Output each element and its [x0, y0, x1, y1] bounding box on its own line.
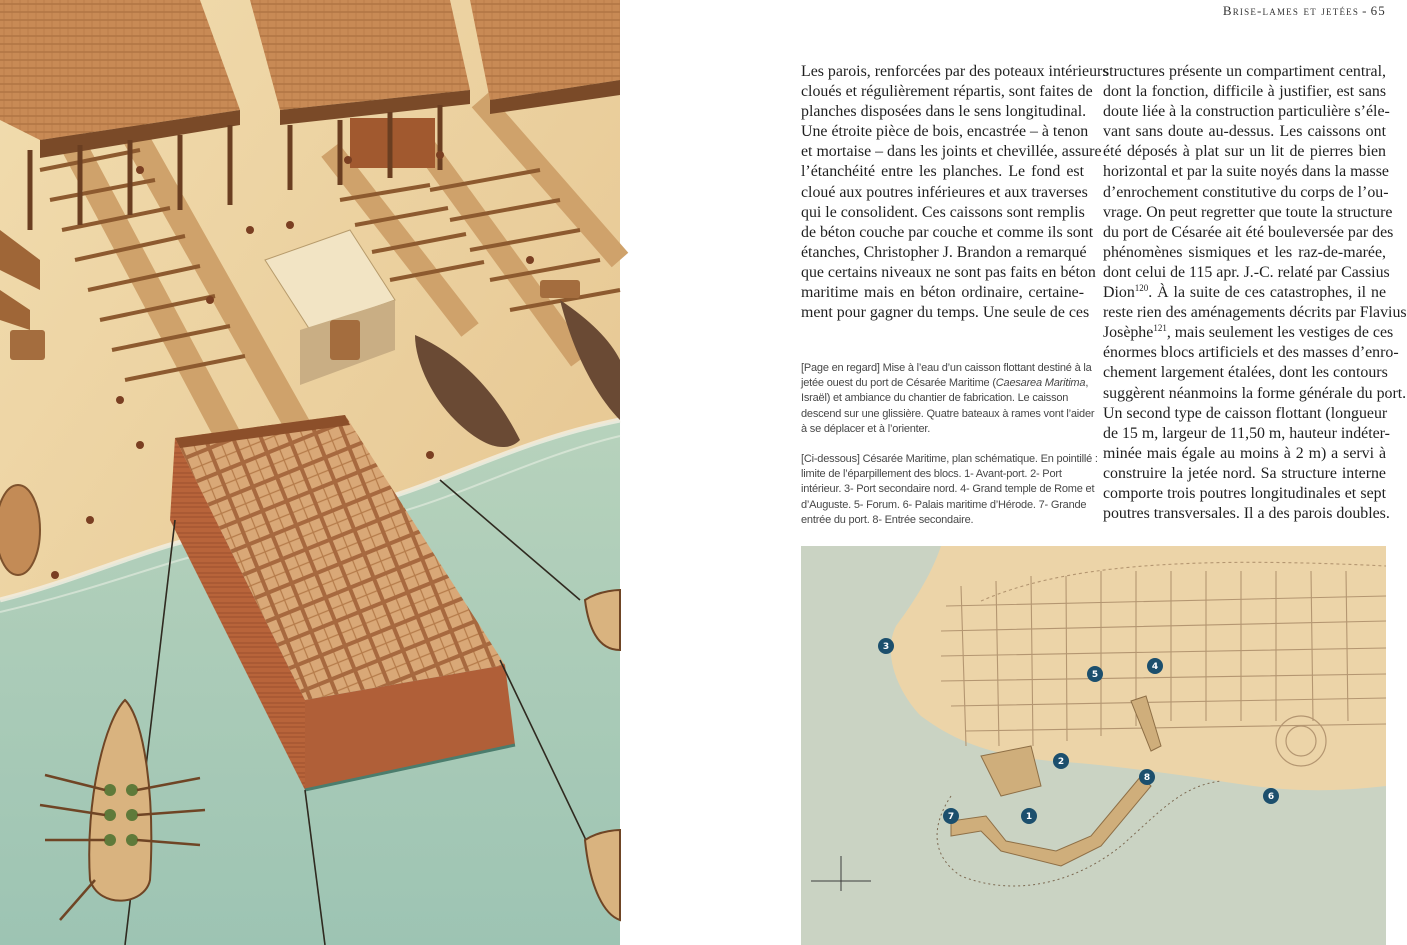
marker-8[interactable] [1139, 769, 1155, 785]
caption-line [801, 376, 1089, 391]
body-line: cloués et régulièrement répartis, sont faites de [801, 83, 1093, 101]
body-line: ment pour gagner du temps. Une seule de ces [801, 304, 1090, 322]
caption-facing-page [801, 361, 1095, 437]
marker-1[interactable] [1021, 808, 1037, 824]
footnote-ref-120[interactable]: 120 [1134, 283, 1149, 294]
body-line: suggèrent néanmoins la forme générale du port. [1103, 384, 1407, 402]
marker-6[interactable] [1263, 788, 1279, 804]
body-line: dont la fonction, difficile à justifier, est sans [1103, 83, 1386, 101]
svg-text:3: 3 [882, 642, 890, 652]
body-line: doute liée à la construction particulière s’éle- [1103, 103, 1390, 121]
body-line: minée mais égale au moins à 2 m) a servi à [1103, 444, 1386, 462]
body-line: poutres transversales. Il a des parois doubles. [1103, 505, 1390, 523]
caption-line: [Page en regard] Mise à l’eau d’un caisson flottant destiné à la [801, 362, 1092, 374]
body-line: du port de Césarée ait été bouleversée par des [1103, 223, 1394, 241]
body-text: Dion [1103, 284, 1135, 302]
svg-text:1: 1 [1025, 812, 1033, 822]
caption-line: à se déplacer et à l’orienter. [801, 422, 931, 435]
caption-line: intérieur. 3- Port secondaire nord. 4- Grand temple de Rome et [801, 483, 1095, 496]
body-line: de 15 m, largeur de 11,50 m, hauteur indéter- [1103, 424, 1390, 442]
header-separator: - [1362, 3, 1368, 18]
marker-7[interactable] [943, 808, 959, 824]
svg-text:7: 7 [947, 812, 955, 822]
body-line: cloué aux poutres inférieures et aux traverses [801, 183, 1088, 201]
caption-line: Israël) et ambiance du chantier de fabrication. Le caisson [801, 392, 1069, 405]
marker-2[interactable] [1053, 753, 1069, 769]
caption-line: d’Auguste. 5- Forum. 6- Palais maritime d’Hérode. 7- Grande [801, 498, 1087, 511]
body-line: planches disposées dans le sens longitudinal. [801, 103, 1087, 121]
caption-text: jetée ouest du port de Césarée Maritime ( [801, 377, 996, 390]
body-line: construire la jetée nord. Sa structure interne [1103, 464, 1386, 482]
body-line: vant sans doute au-dessus. Les caissons ont [1103, 123, 1386, 141]
marker-4[interactable] [1147, 658, 1163, 674]
body-line: phénomènes sismiques et les raz-de-marée, [1103, 243, 1386, 261]
caesarea-harbour-map [801, 546, 1386, 945]
caisson-launch-illustration [0, 0, 620, 945]
body-text: Josèphe [1103, 324, 1154, 342]
svg-text:2: 2 [1057, 757, 1065, 767]
body-line: l’étanchéité entre les planches. Le fond est [801, 163, 1084, 181]
svg-text:6: 6 [1267, 792, 1275, 802]
footnote-ref-121[interactable]: 121 [1153, 323, 1167, 334]
body-line: que certains niveaux ne sont pas faits en béton [801, 263, 1096, 281]
body-line: horizontal et par la suite noyés dans la masse [1103, 163, 1389, 181]
body-line: maritime mais en béton ordinaire, certaine- [801, 284, 1084, 302]
body-line: chement largement étalées, dont les contours [1103, 364, 1388, 382]
section-title: Brise-lames et jetées [1222, 3, 1360, 18]
body-line-josephe [1103, 323, 1394, 343]
marker-5[interactable] [1087, 666, 1103, 682]
body-column-left [801, 62, 1109, 323]
svg-text:5: 5 [1091, 670, 1099, 680]
body-line-dion [1103, 283, 1386, 303]
caption-latin-name: Caesarea Maritima [995, 377, 1086, 390]
boat-shed-right [470, 0, 620, 114]
body-line: énormes blocs artificiels et des masses d’enro- [1103, 344, 1399, 362]
body-line: et mortaise – dans les joints et chevillée, assure [801, 143, 1102, 161]
body-column-right [1103, 62, 1407, 524]
body-line: reste rien des aménagements décrits par Flavius [1103, 304, 1407, 322]
body-line: vrage. On peut regretter que toute la structure [1103, 203, 1393, 221]
svg-text:8: 8 [1143, 773, 1151, 783]
body-line: Un second type de caisson flottant (longueur [1103, 404, 1388, 422]
caption-text: , [1085, 377, 1089, 390]
body-text: . À la suite de ces catastrophes, il ne [1148, 284, 1386, 302]
body-line: dont celui de 115 apr. J.-C. relaté par Cassius [1103, 263, 1390, 281]
marker-3[interactable] [878, 638, 894, 654]
body-text: , mais seulement les vestiges de ces [1166, 324, 1394, 342]
body-line: de béton couche par couche et comme ils sont [801, 223, 1094, 241]
body-line: comporte trois poutres longitudinales et sept [1103, 484, 1386, 502]
caption-line: descend sur une glissière. Quatre bateaux à rames vont l’aider [801, 407, 1095, 420]
caption-line: [Ci-dessous] Césarée Maritime, plan schématique. En pointillé : [801, 453, 1098, 465]
body-line: étanches, Christopher J. Brandon a remarqué [801, 243, 1087, 261]
running-header [1223, 3, 1386, 19]
body-line: Une étroite pièce de bois, encastrée – à tenon [801, 123, 1089, 141]
caption-line: entrée du port. 8- Entrée secondaire. [801, 513, 974, 526]
body-line: été déposés à plat sur un lit de pierres bien [1103, 143, 1386, 161]
caption-line: limite de l’éparpillement des blocs. 1- Avant-port. 2- Port [801, 468, 1062, 481]
body-line: Les parois, renforcées par des poteaux intérieurs [801, 63, 1109, 80]
body-line: structures présente un compartiment central, [1103, 63, 1386, 80]
page-number: 65 [1370, 3, 1386, 18]
body-line: qui le consolident. Ces caissons sont remplis [801, 203, 1085, 221]
body-line: d’enrochement constitutive du corps de l’ou- [1103, 183, 1389, 201]
svg-text:4: 4 [1151, 662, 1159, 672]
caption-map [801, 452, 1098, 528]
